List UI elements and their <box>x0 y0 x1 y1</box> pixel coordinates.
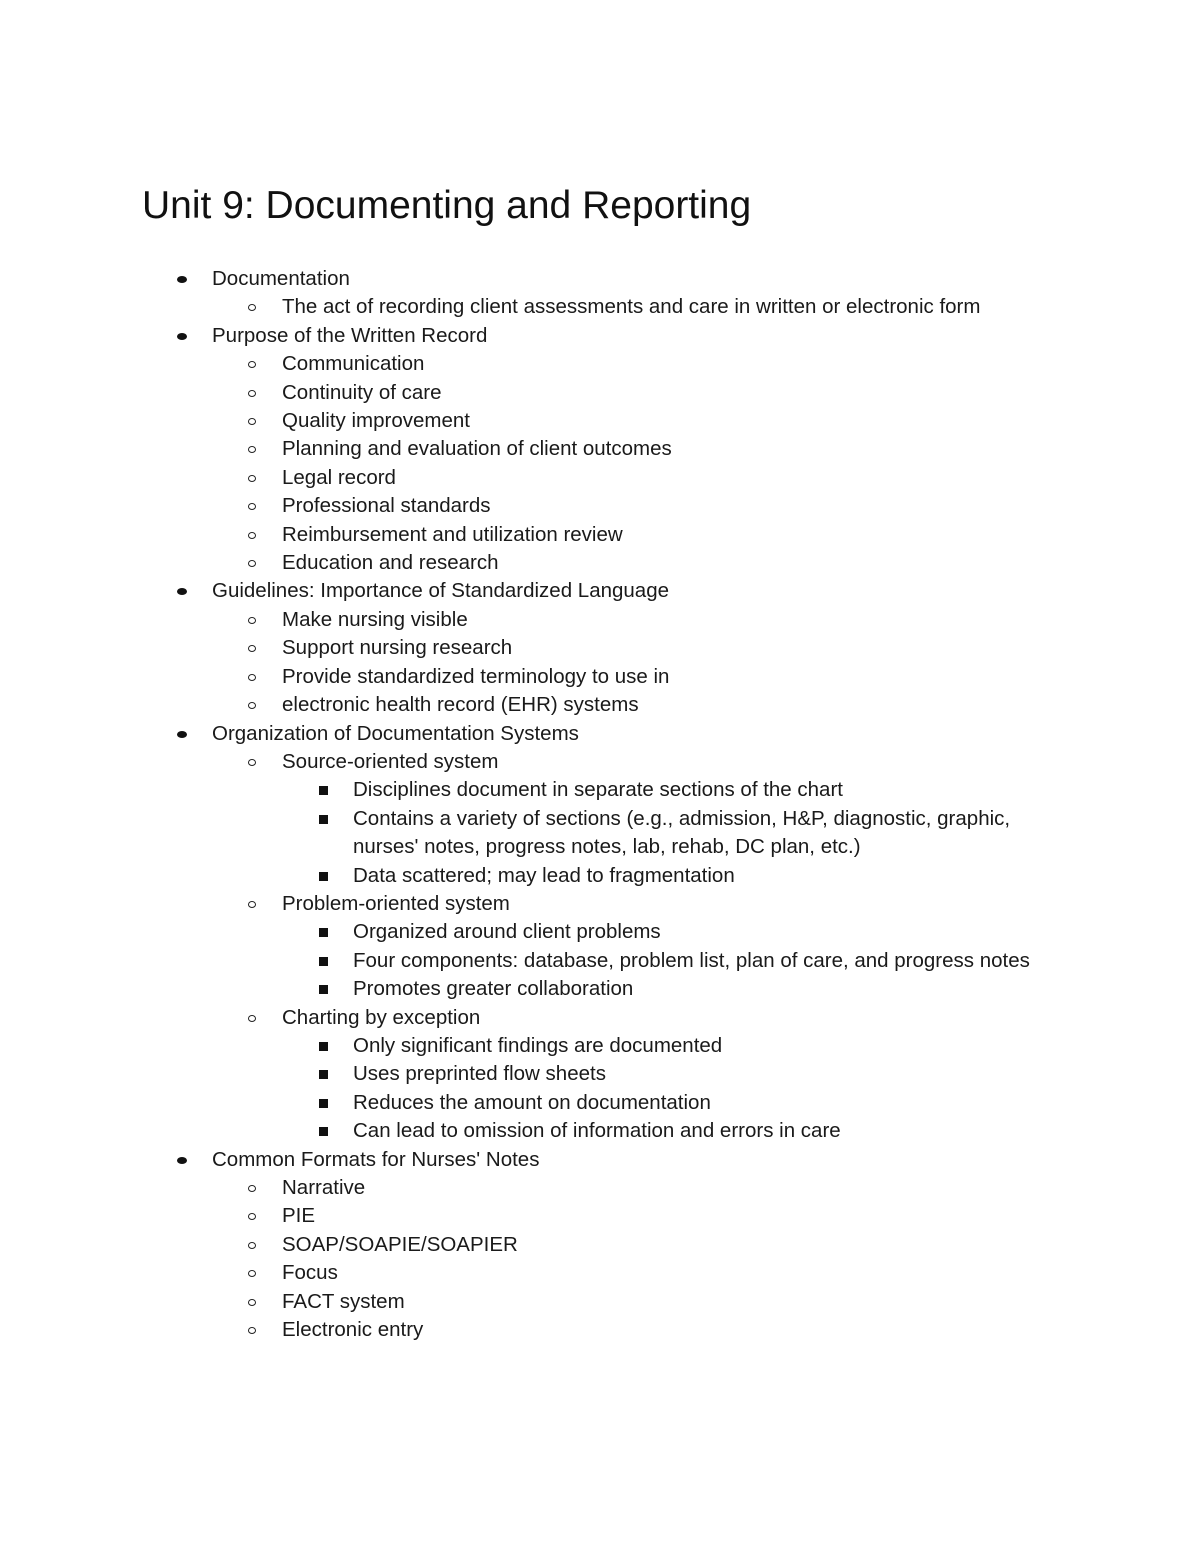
list-item-text: PIE <box>282 1204 316 1228</box>
sub-list-item-text: Contains a variety of sections (e.g., admission, H&P, diagnostic, graphic, nurses' notes, progress notes, lab, rehab, DC plan, etc.) <box>353 806 1011 859</box>
sub-list-item-text: Four components: database, problem list, plan of care, and progress notes <box>353 948 1030 972</box>
list-item-text: Make nursing visible <box>282 607 468 631</box>
hollow-circle-bullet-icon <box>248 617 256 624</box>
sub-list-item-text: Can lead to omission of information and errors in care <box>353 1119 841 1143</box>
section-heading-text: Purpose of the Written Record <box>212 323 488 347</box>
hollow-circle-bullet-icon <box>248 304 256 311</box>
section-heading-text: Organization of Documentation Systems <box>212 721 579 745</box>
square-bullet-icon <box>319 1042 328 1051</box>
list-item-text: Support nursing research <box>282 636 513 660</box>
list-item <box>0 1174 1200 1202</box>
list-item <box>0 1259 1200 1287</box>
hollow-circle-bullet-icon <box>248 1299 256 1306</box>
sub-list-item <box>0 776 1053 804</box>
section-heading <box>0 720 1200 748</box>
list-item-text: Education and research <box>282 551 499 575</box>
list-item <box>0 379 1200 407</box>
sub-list-item-text: Only significant findings are documented <box>353 1033 723 1057</box>
hollow-circle-bullet-icon <box>248 446 256 453</box>
sub-list-item-text: Organized around client problems <box>353 920 661 944</box>
list-item-text: Quality improvement <box>282 409 470 433</box>
square-bullet-icon <box>319 1127 328 1136</box>
sub-list-item <box>0 1060 1053 1088</box>
system-heading-text: Problem-oriented system <box>282 891 510 915</box>
hollow-circle-bullet-icon <box>248 1242 256 1249</box>
hollow-circle-bullet-icon <box>248 1185 256 1192</box>
square-bullet-icon <box>319 928 328 937</box>
section-heading-text: Guidelines: Importance of Standardized Language <box>212 579 670 603</box>
list-item <box>0 549 1200 577</box>
sub-list-item-text: Data scattered; may lead to fragmentation <box>353 863 735 887</box>
hollow-circle-bullet-icon <box>248 1270 256 1277</box>
hollow-circle-bullet-icon <box>248 532 256 539</box>
list-item-text: Continuity of care <box>282 380 442 404</box>
list-item <box>0 521 1200 549</box>
system-heading <box>0 890 1200 918</box>
list-item-text: The act of recording client assessments and care in written or electronic form <box>282 295 981 319</box>
list-item <box>0 435 1200 463</box>
list-item <box>0 634 1200 662</box>
sub-list-item <box>0 918 1053 946</box>
sub-list-item-text: Uses preprinted flow sheets <box>353 1062 606 1086</box>
section-heading <box>0 1146 1200 1174</box>
hollow-circle-bullet-icon <box>248 503 256 510</box>
list-item-text: Narrative <box>282 1176 366 1199</box>
sub-list-item-text: Reduces the amount on documentation <box>353 1090 711 1114</box>
list-item <box>0 1288 1200 1316</box>
list-item <box>0 464 1200 492</box>
list-item <box>0 691 1200 719</box>
filled-circle-bullet-icon <box>177 276 187 283</box>
sub-list-item <box>0 1089 1053 1117</box>
list-item <box>0 1231 1200 1259</box>
hollow-circle-bullet-icon <box>248 1327 256 1334</box>
section-heading <box>0 322 1200 350</box>
list-item <box>0 492 1200 520</box>
list-item-text: Planning and evaluation of client outcomes <box>282 437 672 461</box>
filled-circle-bullet-icon <box>177 588 187 595</box>
hollow-circle-bullet-icon <box>248 361 256 368</box>
square-bullet-icon <box>319 872 328 881</box>
list-item-text: Legal record <box>282 465 396 489</box>
list-item <box>0 1202 1200 1230</box>
system-heading-text: Source-oriented system <box>282 749 499 773</box>
hollow-circle-bullet-icon <box>248 645 256 652</box>
hollow-circle-bullet-icon <box>248 390 256 397</box>
filled-circle-bullet-icon <box>177 731 187 738</box>
square-bullet-icon <box>319 1099 328 1108</box>
sub-list-item <box>0 975 1053 1003</box>
section-heading-text: Common Formats for Nurses' Notes <box>212 1147 540 1171</box>
list-item-text: Electronic entry <box>282 1318 424 1342</box>
list-item <box>0 663 1200 691</box>
list-item-text: Professional standards <box>282 494 491 518</box>
list-item-text: electronic health record (EHR) systems <box>282 693 639 717</box>
hollow-circle-bullet-icon <box>248 475 256 482</box>
list-item <box>0 606 1200 634</box>
sub-list-item <box>0 947 1053 975</box>
sub-list-item <box>0 805 1053 862</box>
hollow-circle-bullet-icon <box>248 1213 256 1220</box>
hollow-circle-bullet-icon <box>248 418 256 425</box>
square-bullet-icon <box>319 985 328 994</box>
sub-list-item-text: Promotes greater collaboration <box>353 977 634 1001</box>
system-heading <box>0 1004 1200 1032</box>
list-item-text: Communication <box>282 352 425 376</box>
square-bullet-icon <box>319 1070 328 1079</box>
sub-list-item-text: Disciplines document in separate sections of the chart <box>353 778 843 802</box>
list-item-text: FACT system <box>282 1289 405 1313</box>
hollow-circle-bullet-icon <box>248 702 256 709</box>
square-bullet-icon <box>319 815 328 824</box>
square-bullet-icon <box>319 957 328 966</box>
list-item-text: SOAP/SOAPIE/SOAPIER <box>282 1232 518 1256</box>
hollow-circle-bullet-icon <box>248 560 256 567</box>
hollow-circle-bullet-icon <box>248 674 256 681</box>
filled-circle-bullet-icon <box>177 333 187 340</box>
section-heading <box>0 577 1200 605</box>
list-item <box>0 1316 1200 1344</box>
sub-list-item <box>0 1117 1053 1145</box>
list-item-text: Reimbursement and utilization review <box>282 522 623 546</box>
hollow-circle-bullet-icon <box>248 1015 256 1022</box>
sub-list-item <box>0 862 1053 890</box>
list-item-text: Focus <box>282 1261 338 1285</box>
page-title: Unit 9: Documenting and Reporting <box>142 184 752 227</box>
list-item-text: Provide standardized terminology to use in <box>282 664 670 688</box>
list-item <box>0 350 1200 378</box>
hollow-circle-bullet-icon <box>248 901 256 908</box>
section-heading <box>0 265 1200 293</box>
system-heading <box>0 748 1200 776</box>
list-item <box>0 407 1200 435</box>
sub-list-item <box>0 1032 1053 1060</box>
notes-outline <box>0 265 1200 1344</box>
system-heading-text: Charting by exception <box>282 1005 481 1029</box>
list-item <box>0 293 1200 321</box>
filled-circle-bullet-icon <box>177 1157 187 1164</box>
hollow-circle-bullet-icon <box>248 759 256 766</box>
square-bullet-icon <box>319 786 328 795</box>
section-heading-text: Documentation <box>212 267 350 290</box>
